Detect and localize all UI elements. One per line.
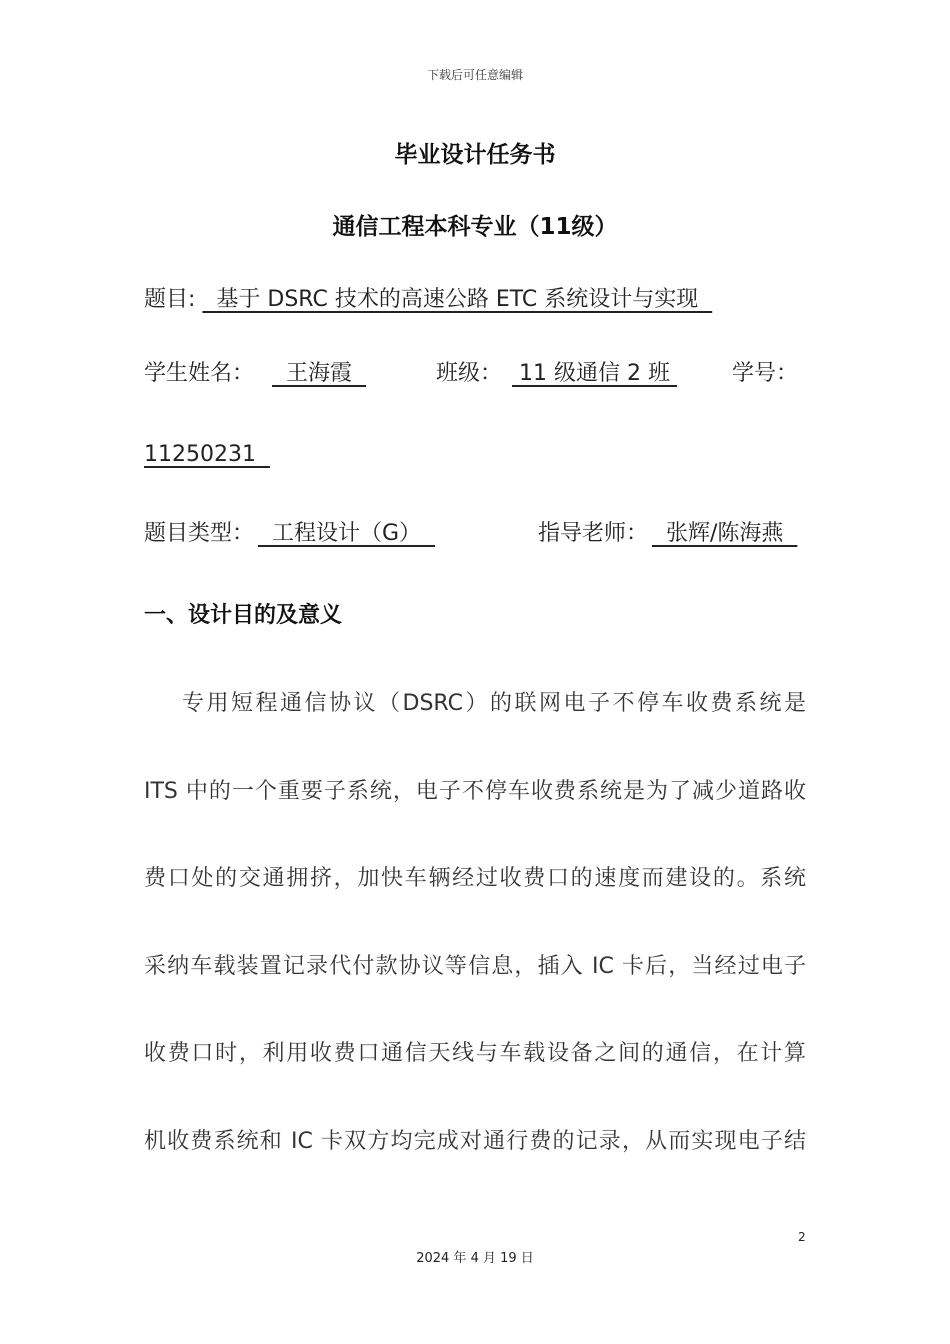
- topic-label: 题目:: [144, 287, 203, 312]
- paragraph-line: 费口处的交通拥挤，加快车辆经过收费口的速度而建设的。系统: [144, 866, 806, 891]
- paragraph-line: 收费口时，利用收费口通信天线与车载设备之间的通信，在计算: [144, 1041, 806, 1066]
- class-label: 班级：: [436, 361, 503, 386]
- topic-row: [144, 282, 712, 313]
- paragraph-line: ITS 中的一个重要子系统，电子不停车收费系统是为了减少道路收: [144, 779, 806, 804]
- topic-type-label: 题目类型：: [144, 521, 255, 546]
- student-name-label: 学生姓名：: [144, 361, 255, 386]
- paragraph-line: 采纳车载装置记录代付款协议等信息，插入 IC 卡后，当经过电子: [144, 954, 806, 979]
- paragraph-line: 专用短程通信协议（DSRC）的联网电子不停车收费系统是: [182, 691, 806, 716]
- advisor-label: 指导老师：: [538, 521, 649, 546]
- document-title: 毕业设计任务书: [394, 142, 556, 168]
- student-id-label: 学号：: [732, 361, 799, 386]
- topic-type-value: 工程设计（G）: [258, 521, 436, 546]
- paragraph-line: 机收费系统和 IC 卡双方均完成对通行费的记录，从而实现电子结: [144, 1129, 806, 1154]
- header-note: 下载后可任意编辑: [426, 68, 523, 82]
- student-id-value: 11250231: [144, 442, 270, 467]
- document-subtitle: 通信工程本科专业（11级）: [332, 214, 618, 240]
- footer-date: 2024 年 4 月 19 日: [416, 1251, 534, 1266]
- class-value: 11 级通信 2 班: [512, 361, 677, 386]
- advisor-value: 张辉/陈海燕: [652, 521, 798, 546]
- section-heading: 一、设计目的及意义: [144, 603, 343, 628]
- topic-value: 基于 DSRC 技术的高速公路 ETC 系统设计与实现: [202, 287, 713, 312]
- page-number: 2: [798, 1230, 806, 1244]
- student-name-value: 王海霞: [272, 361, 366, 386]
